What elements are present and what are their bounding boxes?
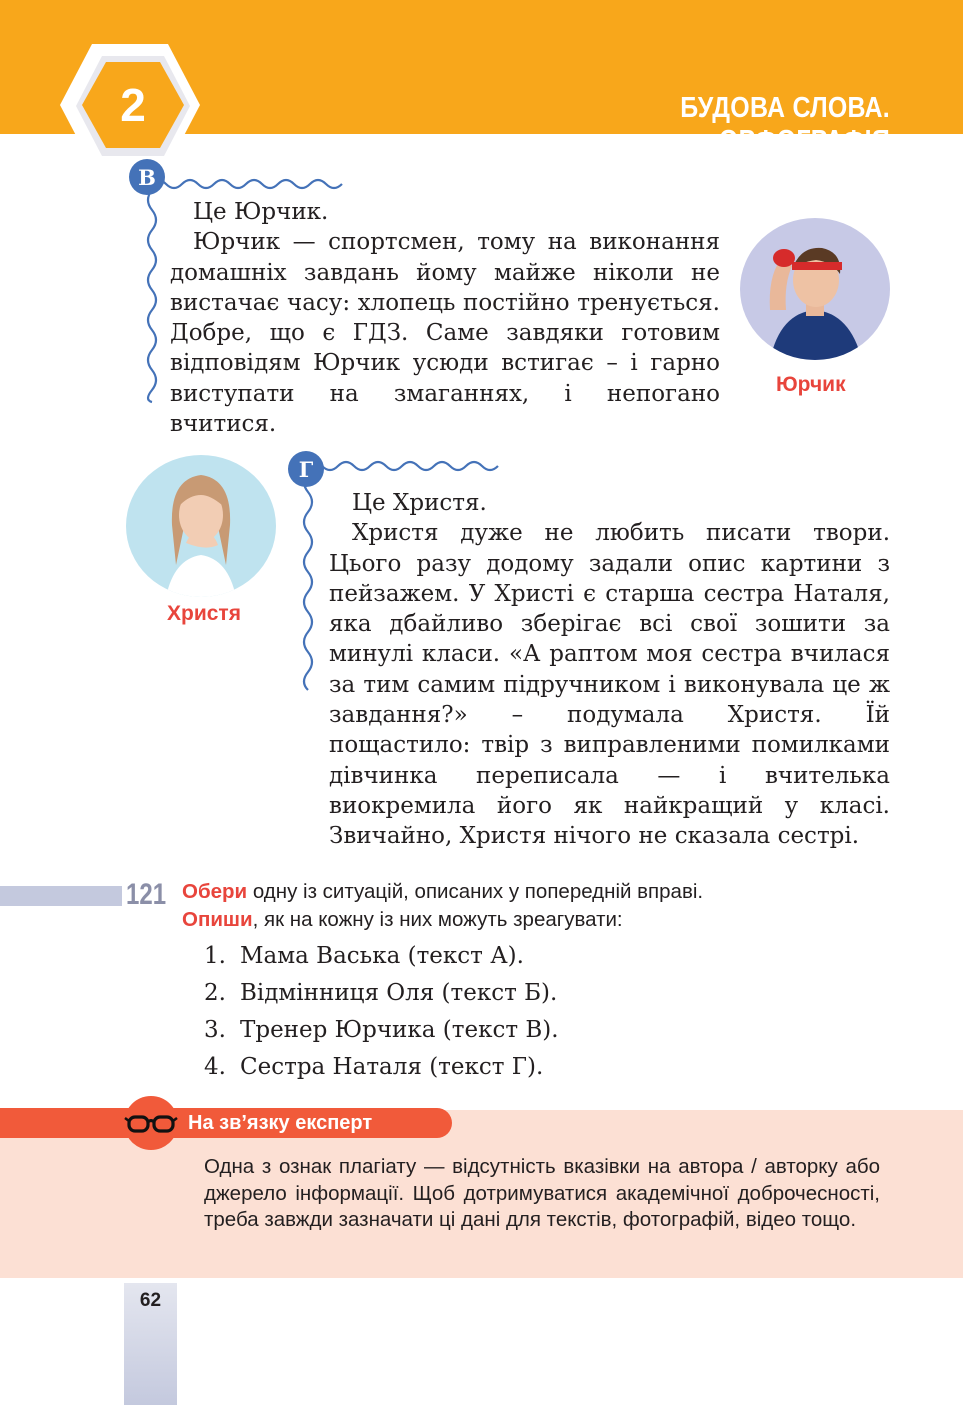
chapter-number: 2 [120, 79, 146, 131]
exercise-text: , як на кожну із них можуть зреагувати: [252, 908, 623, 931]
section-v-text [170, 197, 720, 439]
exercise-verb: Обери [182, 880, 248, 903]
list-item: 1. Мама Васька (текст А). [204, 943, 524, 969]
exercise-bar [0, 886, 122, 906]
expert-title: На зв’язку експерт [188, 1112, 373, 1134]
list-item: 3. Тренер Юрчика (текст В). [204, 1017, 559, 1043]
caption-yurchyk: Юрчик [776, 373, 846, 396]
glasses-icon [124, 1112, 178, 1136]
expert-text: Одна з ознак плагіату — відсутність вказівки на автора / авторку або джерело інформації. Щоб дотримуватися академічної доброчесності, треба завжди зазначати ці дані для текстів, фотографій, відео тощо. [204, 1155, 880, 1231]
list-item: 4. Сестра Наталя (текст Г). [204, 1054, 544, 1080]
paragraph: Христя дуже не любить писати твори. Цього разу додому задали опис картини з пейзажем. У Христі є старша сестра Наталя, яка дбайливо зберігає всі свої зошити за минулі класи. «А раптом моя сестра вчилася за тим самим підручником і виконувала це ж завдання?» – подумала Христя. Їй пощастило: твір з виправленими помилками дівчинка переписала — і вчителька виокремила його як найкращий у класі. Звичайно, Христя нічого не сказала сестрі. [329, 520, 890, 850]
paragraph: Це Христя. [352, 490, 487, 516]
exercise-list [204, 938, 559, 1086]
exercise-verb: Опиши [182, 908, 253, 931]
page-number: 62 [139, 1290, 162, 1311]
portrait-khrystia [126, 455, 276, 597]
paragraph: Юрчик — спортсмен, тому на виконання домашніх завдань йому майже ніколи не вистачає часу: хлопець постійно тренується. Добре, що є ГДЗ. Саме завдяки готовим відповідям Юрчик усюди встигає – і гарно виступати на змаганнях, і непогано вчитися. [170, 229, 720, 438]
portrait-yurchyk [740, 218, 890, 360]
exercise-text: одну із ситуацій, описаних у попередній вправі. [247, 880, 704, 903]
section-letter-g: Г [288, 451, 324, 487]
list-item: 2. Відмінниця Оля (текст Б). [204, 980, 558, 1006]
caption-khrystia: Христя [167, 602, 241, 625]
section-g-text [329, 488, 890, 852]
section-letter-v: В [129, 159, 165, 195]
exercise-instruction [182, 878, 842, 934]
exercise-number: 121 [126, 878, 167, 911]
paragraph: Це Юрчик. [193, 199, 329, 225]
chapter-title: БУДОВА СЛОВА. ОРФОГРАФІЯ [680, 92, 890, 157]
